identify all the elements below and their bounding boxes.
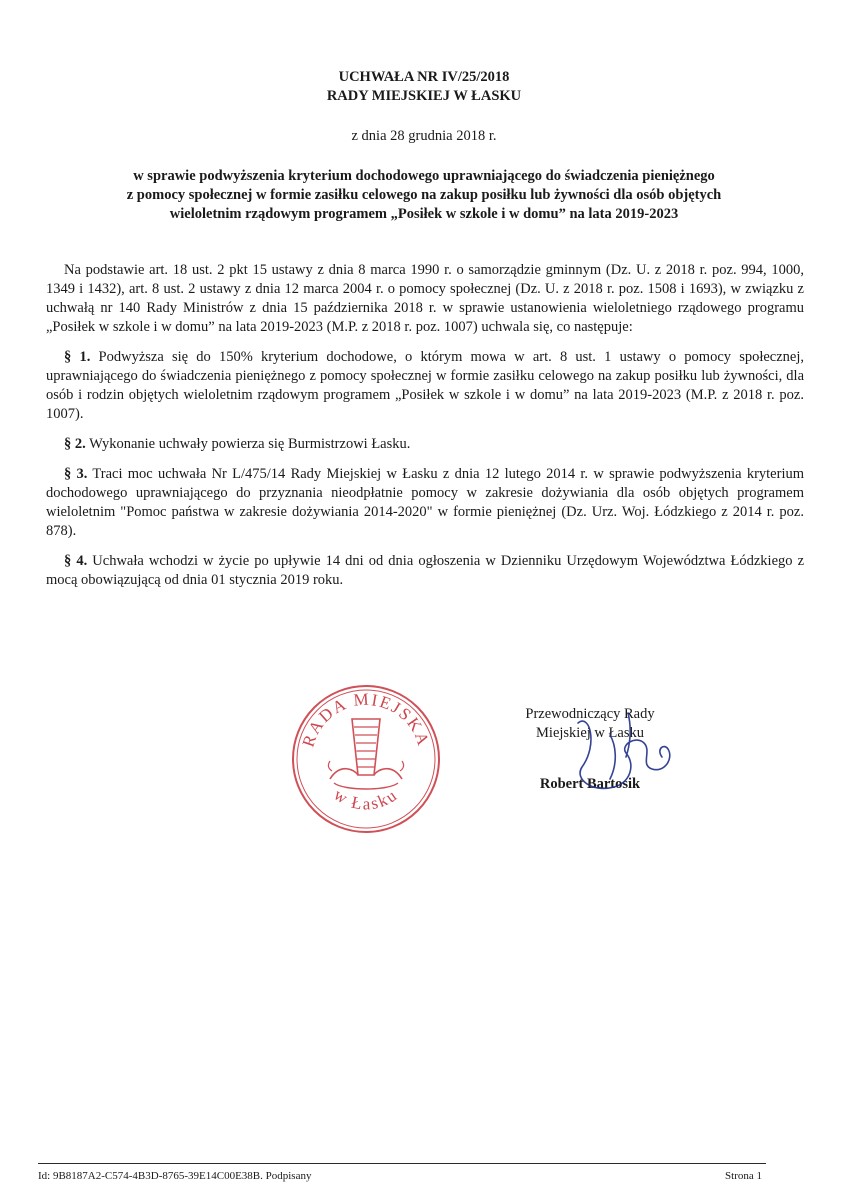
page-footer (38, 1170, 762, 1182)
resolution-number: UCHWAŁA NR IV/25/2018 (338, 69, 510, 85)
section-2 (46, 435, 804, 454)
section-3-text: Traci moc uchwała Nr L/475/14 Rady Miejskiej w Łasku z dnia 12 lutego 2014 r. w sprawie podwyższenia kryterium dochodowego uprawniającego do przyznania nieodpłatnie pomocy w zakresie dożywiania dla osób objętych programem wieloletnim "Pomoc państwa w zakresie dożywiania 2014-2020" w formie pieniężnej (Dz. Urz. Woj. Łódzkiego z 2014 r. poz. 878). (46, 466, 805, 539)
resolution-title (0, 68, 848, 106)
document-id: Id: 9B8187A2-C574-4B3D-8765-39E14C00E38B. Podpisany (38, 1170, 312, 1182)
subject-line-3: wieloletnim rządowym programem „Posiłek w szkole i w domu” na lata 2019-2023 (169, 206, 679, 222)
section-2-label: § 2. (64, 436, 86, 452)
section-1-text: Podwyższa się do 150% kryterium dochodowe, o którym mowa w art. 8 ust. 1 ustawy o pomocy społecznej, uprawniającego do świadczenia pieniężnego z pomocy społecznej w formie zasiłku celowego na zakup posiłku lub żywności, dla osób i rodzin objętych wieloletnim rządowym programem „Posiłek w szkole i w domu” na lata 2019-2023 (M.P. z 2018 r. poz. 1007). (46, 349, 805, 422)
section-1 (46, 348, 804, 424)
council-seal-stamp (290, 683, 442, 835)
handwritten-signature (570, 705, 680, 795)
section-3-label: § 3. (64, 466, 88, 482)
section-4 (46, 552, 804, 590)
section-3 (46, 465, 804, 541)
signer-role-line-1: Przewodniczący Rady (525, 706, 655, 722)
subject-line-2: z pomocy społecznej w formie zasiłku celowego na zakup posiłku lub żywności dla osób objętych (126, 187, 722, 203)
legal-basis-paragraph: Na podstawie art. 18 ust. 2 pkt 15 ustawy z dnia 8 marca 1990 r. o samorządzie gminnym (Dz. U. z 2018 r. poz. 994, 1000, 1349 i 1432), art. 8 ust. 2 ustawy z dnia 12 marca 2004 r. o pomocy społecznej (Dz. U. z 2018 r. poz. 1508 i 1693), w związku z uchwałą nr 140 Rady Ministrów z dnia 15 października 2018 r. w sprawie ustanowienia wieloletniego rządowego programu „Posiłek w szkole i w domu” na lata 2019-2023 (M.P. z 2018 r. poz. 1007) uchwala się, co następuje: (46, 262, 804, 335)
section-4-label: § 4. (64, 553, 88, 569)
section-4-text: Uchwała wchodzi w życie po upływie 14 dni od dnia ogłoszenia w Dzienniku Urzędowym Województwa Łódzkiego z mocą obowiązującą od dnia 01 stycznia 2019 roku. (46, 553, 805, 588)
council-name: RADY MIEJSKIEJ W ŁASKU (326, 88, 522, 104)
resolution-body (46, 261, 804, 601)
section-2-text: Wykonanie uchwały powierza się Burmistrzowi Łasku. (89, 436, 411, 452)
seal-text-top: RADA MIEJSKA (298, 689, 434, 750)
signer-role-line-2: Miejskiej w Łasku (536, 725, 644, 741)
section-1-label: § 1. (64, 349, 91, 365)
seal-text-bottom: w Łasku (330, 784, 402, 814)
resolution-date: z dnia 28 grudnia 2018 r. (351, 128, 497, 144)
footer-divider (38, 1163, 766, 1164)
page-number: Strona 1 (725, 1170, 762, 1182)
resolution-subject (40, 167, 808, 224)
subject-line-1: w sprawie podwyższenia kryterium dochodowego uprawniającego do świadczenia pieniężnego (133, 168, 715, 184)
signer-name: Robert Bartosik (539, 776, 641, 792)
